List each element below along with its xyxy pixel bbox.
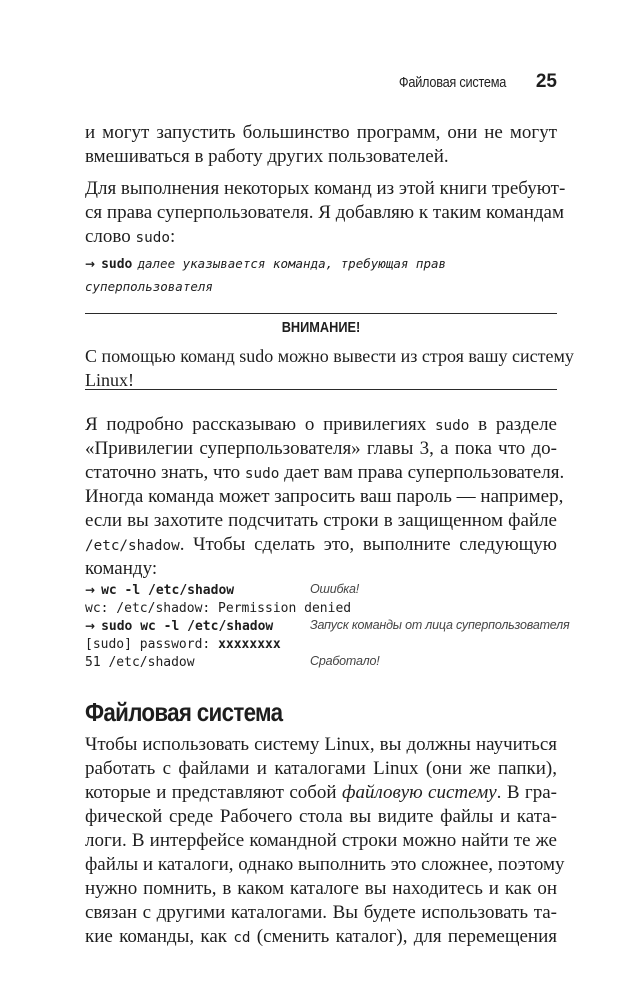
terminal-example — [85, 580, 570, 670]
terminal-note: Сработало! — [310, 654, 380, 668]
text-run: (сменить каталог), для перемещения — [250, 926, 557, 947]
text-run: . В гра- — [496, 782, 557, 803]
terminal-output: wc: /etc/shadow: Permission denied — [85, 601, 352, 616]
terminal-line — [85, 616, 570, 634]
paragraph-1 — [85, 121, 557, 169]
terminal-line — [85, 652, 557, 670]
warning-line: С помощью команд sudo можно вывести из строя вашу систему — [85, 346, 574, 366]
paragraph-line: вмешиваться в работу других пользователей. — [85, 146, 449, 167]
section-paragraph — [85, 733, 565, 949]
warning-bottom-rule — [85, 389, 557, 390]
paragraph-line — [85, 533, 557, 557]
paragraph-line: фической среде Рабочего стола вы видите файлы и ката- — [85, 806, 557, 827]
syntax-example — [85, 254, 557, 295]
warning-text — [85, 344, 574, 392]
book-page — [85, 0, 574, 1000]
paragraph-line: команду: — [85, 558, 158, 579]
text-run: кие команды, как — [85, 926, 234, 947]
inline-code: sudo — [244, 466, 280, 482]
terminal-line — [85, 598, 557, 616]
paragraph-line — [85, 413, 557, 437]
paragraph-line: Иногда команда может запросить ваш пароль — например, — [85, 486, 564, 507]
text-run: дает вам права суперпользователя. — [279, 462, 565, 483]
terminal-note: Запуск команды от лица суперпользователя — [310, 618, 570, 632]
page-number: 25 — [535, 71, 557, 92]
text-run: которые и представляют собой — [85, 782, 343, 803]
paragraph-line — [85, 461, 565, 485]
syntax-command: sudo — [101, 257, 133, 272]
prompt-arrow-icon: → — [85, 583, 96, 597]
section-heading: Файловая система — [85, 697, 283, 727]
paragraph-2 — [85, 177, 566, 249]
paragraph-line — [85, 225, 557, 249]
running-header-title: Файловая система — [398, 74, 506, 91]
warning-title: ВНИМАНИЕ! — [281, 320, 361, 336]
inline-code: /etc/shadow — [85, 538, 180, 554]
syntax-description: далее указывается команда, требующая прав — [137, 256, 447, 271]
text-run: : — [169, 226, 176, 247]
paragraph-line: связан с другими каталогами. Вы будете использовать та- — [85, 902, 557, 923]
inline-code: cd — [233, 930, 251, 946]
warning-line: Linux! — [85, 370, 134, 390]
paragraph-line — [85, 781, 557, 805]
syntax-line — [85, 254, 557, 272]
terminal-line — [85, 634, 557, 652]
text-run: статочно знать, что — [85, 462, 245, 483]
paragraph-line: «Привилегии суперпользователя» главы 3, а пока что до- — [85, 438, 557, 459]
terminal-line — [85, 580, 557, 598]
text-run: . Чтобы сделать это, выполните следующую — [179, 534, 557, 555]
paragraph-3 — [85, 413, 565, 581]
inline-code: sudo — [434, 418, 470, 434]
paragraph-line — [85, 925, 557, 949]
warning-top-rule — [85, 313, 557, 314]
text-run: слово — [85, 226, 136, 247]
terminal-command: sudo wc -l /etc/shadow — [101, 619, 274, 634]
prompt-arrow-icon: → — [85, 257, 96, 271]
running-header — [85, 71, 557, 97]
paragraph-line: логи. В интерфейсе командной строки можно найти те же — [85, 830, 557, 851]
inline-code: sudo — [135, 230, 170, 246]
syntax-description: суперпользователя — [85, 279, 213, 294]
text-run: в разделе — [469, 414, 557, 435]
prompt-arrow-icon: → — [85, 619, 96, 633]
paragraph-line: и могут запустить большинство программ, они не могут — [85, 122, 557, 143]
terminal-command: wc -l /etc/shadow — [101, 583, 235, 598]
terminal-password: xxxxxxxx — [218, 637, 281, 652]
text-run: Я подробно рассказываю о привилегиях — [85, 414, 435, 435]
terminal-output: [sudo] password: — [85, 637, 219, 652]
paragraph-line: ся права суперпользователя. Я добавляю к таким командам — [85, 202, 565, 223]
paragraph-line: файлы и каталоги, однако выполнить это сложнее, поэтому — [85, 854, 565, 875]
paragraph-line: если вы захотите подсчитать строки в защищенном файле — [85, 510, 557, 531]
terminal-output: 51 /etc/shadow — [85, 655, 195, 670]
paragraph-line: нужно помнить, в каком каталоге вы находитесь и как он — [85, 878, 557, 899]
paragraph-line: работать с файлами и каталогами Linux (они же папки), — [85, 758, 557, 779]
terminal-note: Ошибка! — [310, 582, 360, 596]
syntax-line — [85, 277, 557, 295]
paragraph-line: Чтобы использовать систему Linux, вы должны научиться — [85, 734, 557, 755]
paragraph-line: Для выполнения некоторых команд из этой книги требуют- — [85, 178, 566, 199]
italic-term: файловую систему — [342, 782, 497, 803]
